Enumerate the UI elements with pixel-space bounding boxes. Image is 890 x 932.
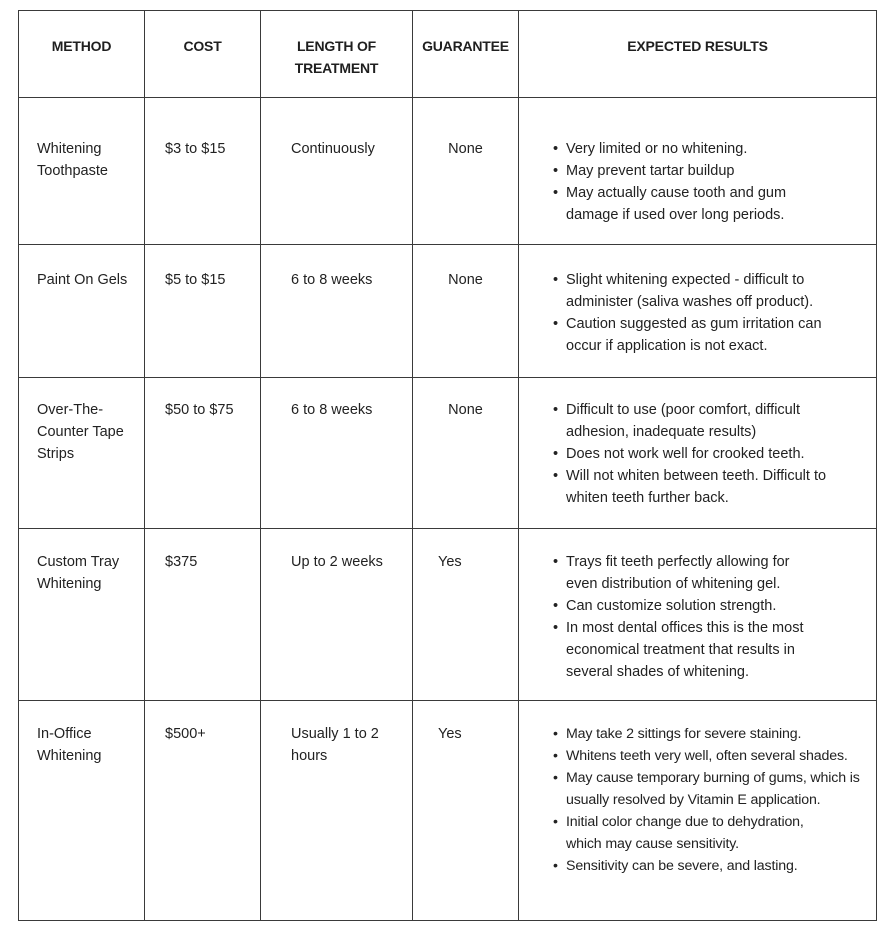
header-length-line1: LENGTH OF [296,38,377,54]
result-item: • In most dental offices this is the most economical treatment that results in several shades of whitening. [553,617,823,683]
whitening-comparison-table [18,10,877,921]
results-cell [519,245,877,378]
result-item: • Whitens teeth very well, often several shades. [553,745,872,767]
result-item: • Does not work well for crooked teeth. [553,443,843,465]
method-cell: Over-The-Counter Tape Strips [19,378,145,529]
results-list [553,269,838,357]
result-item: • May prevent tartar buildup [553,160,866,182]
results-list [553,551,823,683]
guarantee-cell: None [413,245,519,378]
guarantee-cell: None [413,378,519,529]
header-expected-results: EXPECTED RESULTS [519,11,877,98]
guarantee-cell: Yes [413,529,519,701]
length-cell: Usually 1 to 2 hours [261,701,413,921]
result-item: • May actually cause tooth and gum damage if used over long periods. [553,182,806,226]
results-cell [519,701,877,921]
cost-cell: $375 [145,529,261,701]
results-cell [519,98,877,245]
result-item: • Caution suggested as gum irritation can occur if application is not exact. [553,313,838,357]
length-cell: 6 to 8 weeks [261,378,413,529]
table-row [19,378,877,529]
header-method: METHOD [19,11,145,98]
header-guarantee: GUARANTEE [413,11,519,98]
results-list [553,399,843,509]
result-item: • May cause temporary burning of gums, which is usually resolved by Vitamin E application. [553,767,872,811]
cost-cell: $3 to $15 [145,98,261,245]
length-cell: Continuously [261,98,413,245]
cost-cell: $500+ [145,701,261,921]
result-item: • Initial color change due to dehydration, which may cause sensitivity. [553,811,831,855]
result-item: • Can customize solution strength. [553,595,823,617]
result-item: • Difficult to use (poor comfort, difficult adhesion, inadequate results) [553,399,843,443]
guarantee-cell: None [413,98,519,245]
length-cell: Up to 2 weeks [261,529,413,701]
result-item: • Sensitivity can be severe, and lasting. [553,855,872,877]
header-row [19,11,877,98]
result-item: • Slight whitening expected - difficult to administer (saliva washes off product). [553,269,838,313]
method-cell: Paint On Gels [19,245,145,378]
result-item: • Trays fit teeth perfectly allowing for even distribution of whitening gel. [553,551,823,595]
method-cell: In-Office Whitening [19,701,145,921]
results-list [553,138,866,226]
table-row [19,98,877,245]
table-row [19,245,877,378]
result-item: • Very limited or no whitening. [553,138,866,160]
guarantee-cell: Yes [413,701,519,921]
length-cell: 6 to 8 weeks [261,245,413,378]
method-cell: Custom Tray Whitening [19,529,145,701]
method-cell: Whitening Toothpaste [19,98,145,245]
table-row [19,529,877,701]
header-cost: COST [145,11,261,98]
cost-cell: $50 to $75 [145,378,261,529]
table-row [19,701,877,921]
cost-cell: $5 to $15 [145,245,261,378]
result-item: • May take 2 sittings for severe staining. [553,723,872,745]
results-list [553,723,872,877]
results-cell [519,529,877,701]
result-item: • Will not whiten between teeth. Difficult to whiten teeth further back. [553,465,843,509]
results-cell [519,378,877,529]
header-length-of-treatment [261,11,413,98]
header-length-line2: TREATMENT [294,60,379,76]
